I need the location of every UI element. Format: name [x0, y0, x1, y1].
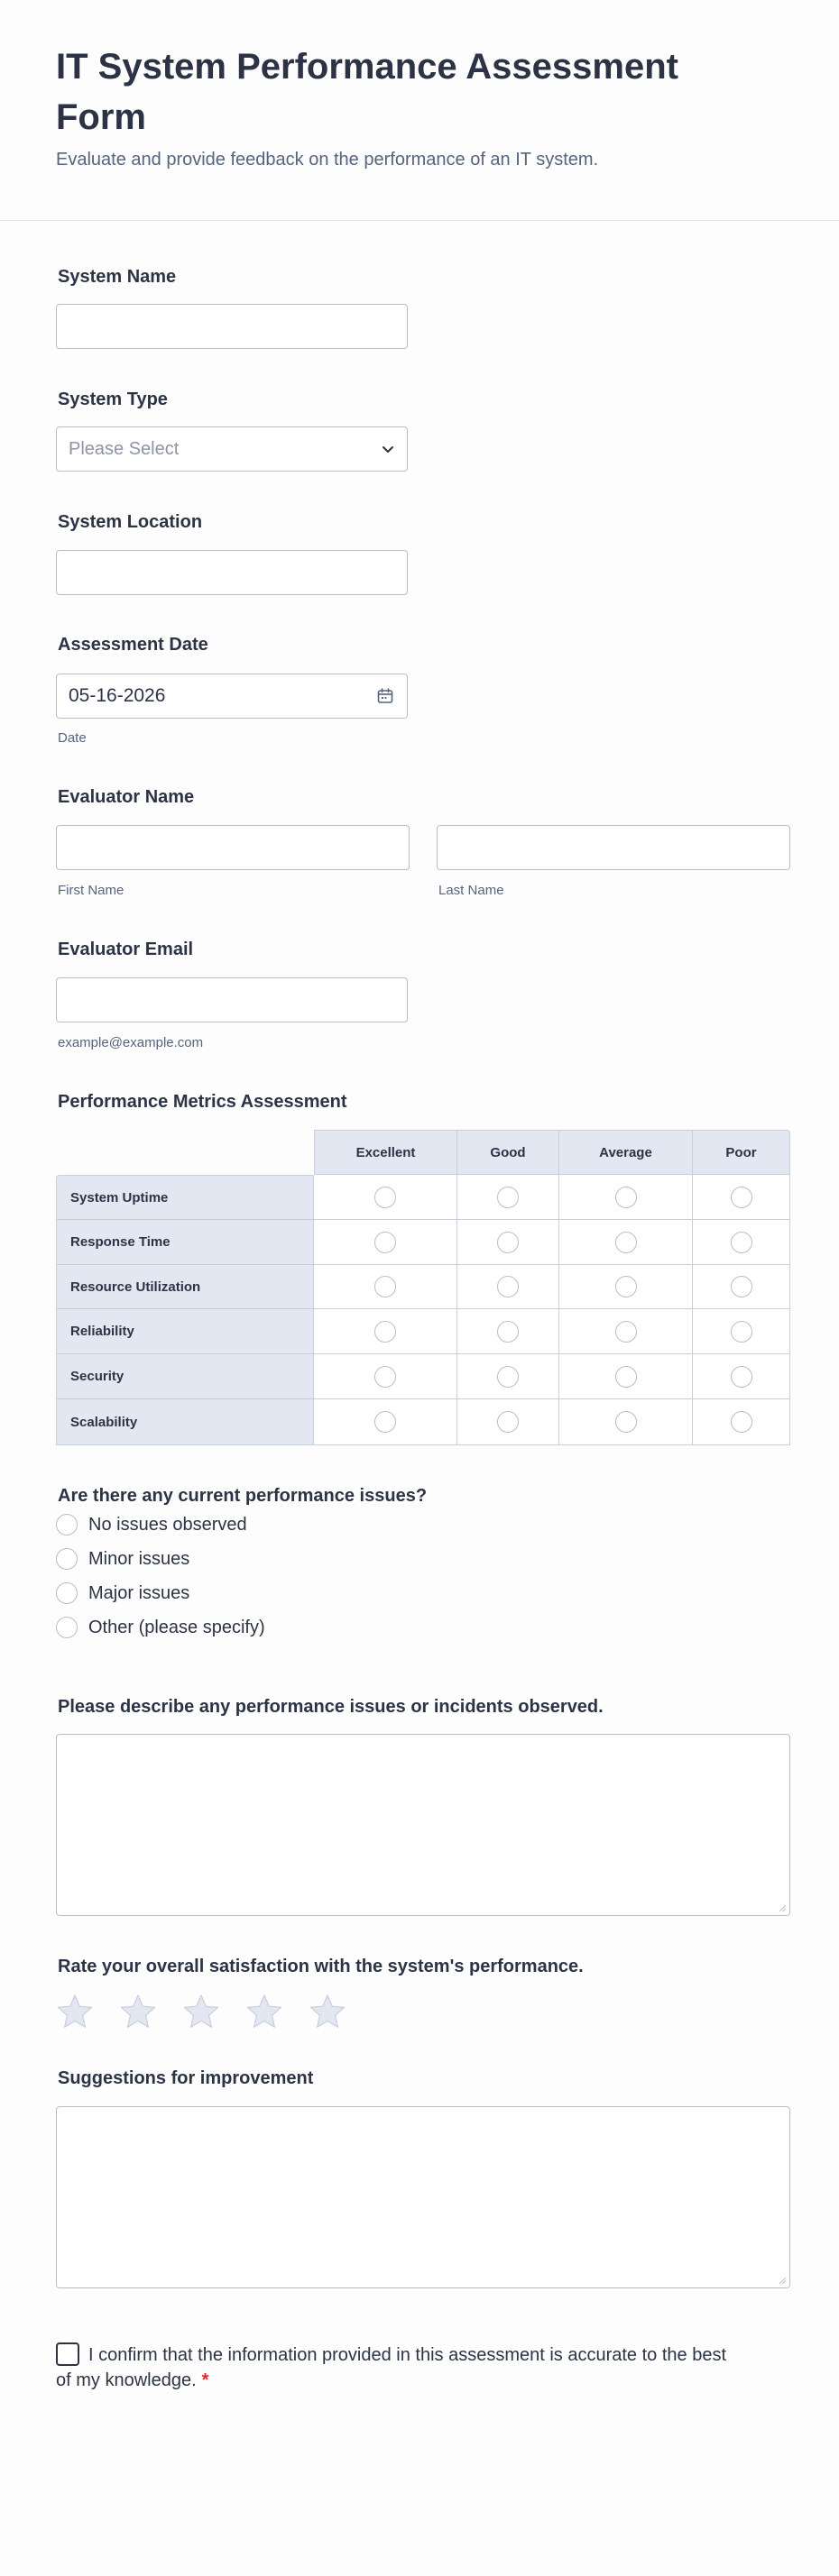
matrix-cell [314, 1265, 457, 1309]
matrix-cell [559, 1265, 693, 1309]
matrix-radio[interactable] [615, 1321, 637, 1343]
issue-option-label: No issues observed [88, 1514, 247, 1535]
matrix-cell [457, 1220, 559, 1265]
calendar-icon[interactable] [376, 687, 394, 705]
system-type-label: System Type [58, 390, 168, 409]
matrix-radio[interactable] [374, 1232, 396, 1253]
matrix-cell [559, 1354, 693, 1399]
matrix-cell [693, 1220, 790, 1265]
first-name-sublabel: First Name [58, 883, 124, 898]
suggestions-textarea[interactable] [56, 2106, 790, 2288]
matrix-radio[interactable] [731, 1232, 752, 1253]
matrix-column-header: Average [559, 1130, 693, 1175]
first-name-input[interactable] [56, 825, 410, 870]
required-mark: * [201, 2370, 209, 2390]
matrix-radio[interactable] [374, 1366, 396, 1388]
matrix-radio[interactable] [731, 1187, 752, 1208]
performance-matrix [56, 1130, 790, 1446]
matrix-cell [457, 1399, 559, 1445]
evaluator-email-label: Evaluator Email [58, 940, 194, 959]
form-title: IT System Performance Assessment Form [56, 47, 678, 137]
matrix-row-label: Response Time [56, 1220, 314, 1265]
star-icon[interactable] [119, 1993, 157, 2031]
star-rating [56, 1993, 372, 2031]
matrix-cell [693, 1354, 790, 1399]
assessment-date-label: Assessment Date [58, 635, 208, 655]
matrix-cell [693, 1309, 790, 1354]
matrix-row-label: Scalability [56, 1399, 314, 1445]
issue-option-label: Other (please specify) [88, 1617, 265, 1637]
last-name-sublabel: Last Name [438, 883, 504, 898]
matrix-cell [693, 1265, 790, 1309]
matrix-column-header: Excellent [314, 1130, 457, 1175]
matrix-radio[interactable] [497, 1321, 519, 1343]
assessment-date-sublabel: Date [58, 730, 87, 746]
form-header [0, 0, 839, 221]
matrix-cell [559, 1309, 693, 1354]
assessment-date-value: 05-16-2026 [69, 685, 166, 706]
confirm-text: I confirm that the information provided in this assessment is accurate to the best of my knowledge. [56, 2345, 727, 2390]
matrix-cell [559, 1175, 693, 1220]
matrix-radio[interactable] [374, 1321, 396, 1343]
matrix-cell [559, 1399, 693, 1445]
matrix-radio[interactable] [731, 1276, 752, 1297]
matrix-column-header: Good [457, 1130, 559, 1175]
suggestions-label: Suggestions for improvement [58, 2068, 314, 2088]
resize-grip-icon[interactable] [778, 1903, 787, 1912]
system-name-label: System Name [58, 267, 177, 287]
matrix-row-label: Security [56, 1354, 314, 1399]
matrix-radio[interactable] [615, 1276, 637, 1297]
matrix-radio[interactable] [731, 1321, 752, 1343]
matrix-radio[interactable] [731, 1366, 752, 1388]
satisfaction-rating-label: Rate your overall satisfaction with the system's performance. [58, 1957, 584, 1976]
issue-option[interactable] [56, 1547, 189, 1571]
matrix-row-label: Reliability [56, 1309, 314, 1354]
chevron-down-icon [380, 441, 396, 457]
describe-issues-textarea[interactable] [56, 1734, 790, 1916]
describe-issues-label: Please describe any performance issues or incidents observed. [58, 1697, 604, 1717]
matrix-cell [314, 1354, 457, 1399]
matrix-cell [314, 1399, 457, 1445]
confirm-checkbox[interactable] [56, 2342, 79, 2366]
matrix-cell [457, 1265, 559, 1309]
matrix-cell [457, 1175, 559, 1220]
matrix-row-label: System Uptime [56, 1175, 314, 1220]
matrix-row-label: Resource Utilization [56, 1265, 314, 1309]
matrix-radio[interactable] [615, 1366, 637, 1388]
matrix-cell [314, 1175, 457, 1220]
issue-radio[interactable] [56, 1514, 78, 1536]
issue-option-label: Minor issues [88, 1548, 190, 1569]
matrix-radio[interactable] [615, 1232, 637, 1253]
performance-matrix-label: Performance Metrics Assessment [58, 1092, 347, 1112]
system-type-placeholder: Please Select [69, 439, 180, 459]
matrix-radio[interactable] [374, 1187, 396, 1208]
issue-radio[interactable] [56, 1548, 78, 1570]
matrix-cell [314, 1220, 457, 1265]
system-type-select[interactable] [56, 426, 408, 472]
system-name-input[interactable] [56, 304, 408, 349]
assessment-date-input[interactable] [56, 674, 408, 719]
matrix-column-header: Poor [693, 1130, 790, 1175]
issue-option-label: Major issues [88, 1582, 190, 1603]
matrix-cell [693, 1175, 790, 1220]
matrix-radio[interactable] [497, 1187, 519, 1208]
matrix-radio[interactable] [497, 1366, 519, 1388]
matrix-radio[interactable] [615, 1187, 637, 1208]
form-subtitle: Evaluate and provide feedback on the performance of an IT system. [56, 150, 599, 170]
system-location-input[interactable] [56, 550, 408, 595]
evaluator-email-input[interactable] [56, 977, 408, 1022]
evaluator-email-sublabel: example@example.com [58, 1035, 204, 1050]
matrix-cell [314, 1309, 457, 1354]
matrix-cell [457, 1309, 559, 1354]
matrix-cell [457, 1354, 559, 1399]
matrix-radio[interactable] [615, 1411, 637, 1433]
issue-option[interactable] [56, 1581, 189, 1605]
matrix-radio[interactable] [731, 1411, 752, 1433]
issue-option[interactable] [56, 1513, 247, 1536]
evaluator-name-label: Evaluator Name [58, 787, 195, 807]
star-icon[interactable] [309, 1993, 346, 2031]
matrix-radio[interactable] [497, 1411, 519, 1433]
matrix-radio[interactable] [374, 1276, 396, 1297]
matrix-radio[interactable] [497, 1232, 519, 1253]
star-icon[interactable] [182, 1993, 220, 2031]
issues-label: Are there any current performance issues? [58, 1486, 428, 1506]
last-name-input[interactable] [437, 825, 790, 870]
star-icon[interactable] [56, 1993, 94, 2031]
matrix-cell [559, 1220, 693, 1265]
matrix-radio[interactable] [497, 1276, 519, 1297]
confirm-statement [56, 2342, 742, 2393]
matrix-cell [693, 1399, 790, 1445]
system-location-label: System Location [58, 512, 203, 532]
resize-grip-icon[interactable] [778, 2276, 787, 2285]
star-icon[interactable] [245, 1993, 283, 2031]
issue-radio[interactable] [56, 1582, 78, 1604]
matrix-radio[interactable] [374, 1411, 396, 1433]
issue-option[interactable] [56, 1616, 265, 1639]
issue-radio[interactable] [56, 1617, 78, 1638]
